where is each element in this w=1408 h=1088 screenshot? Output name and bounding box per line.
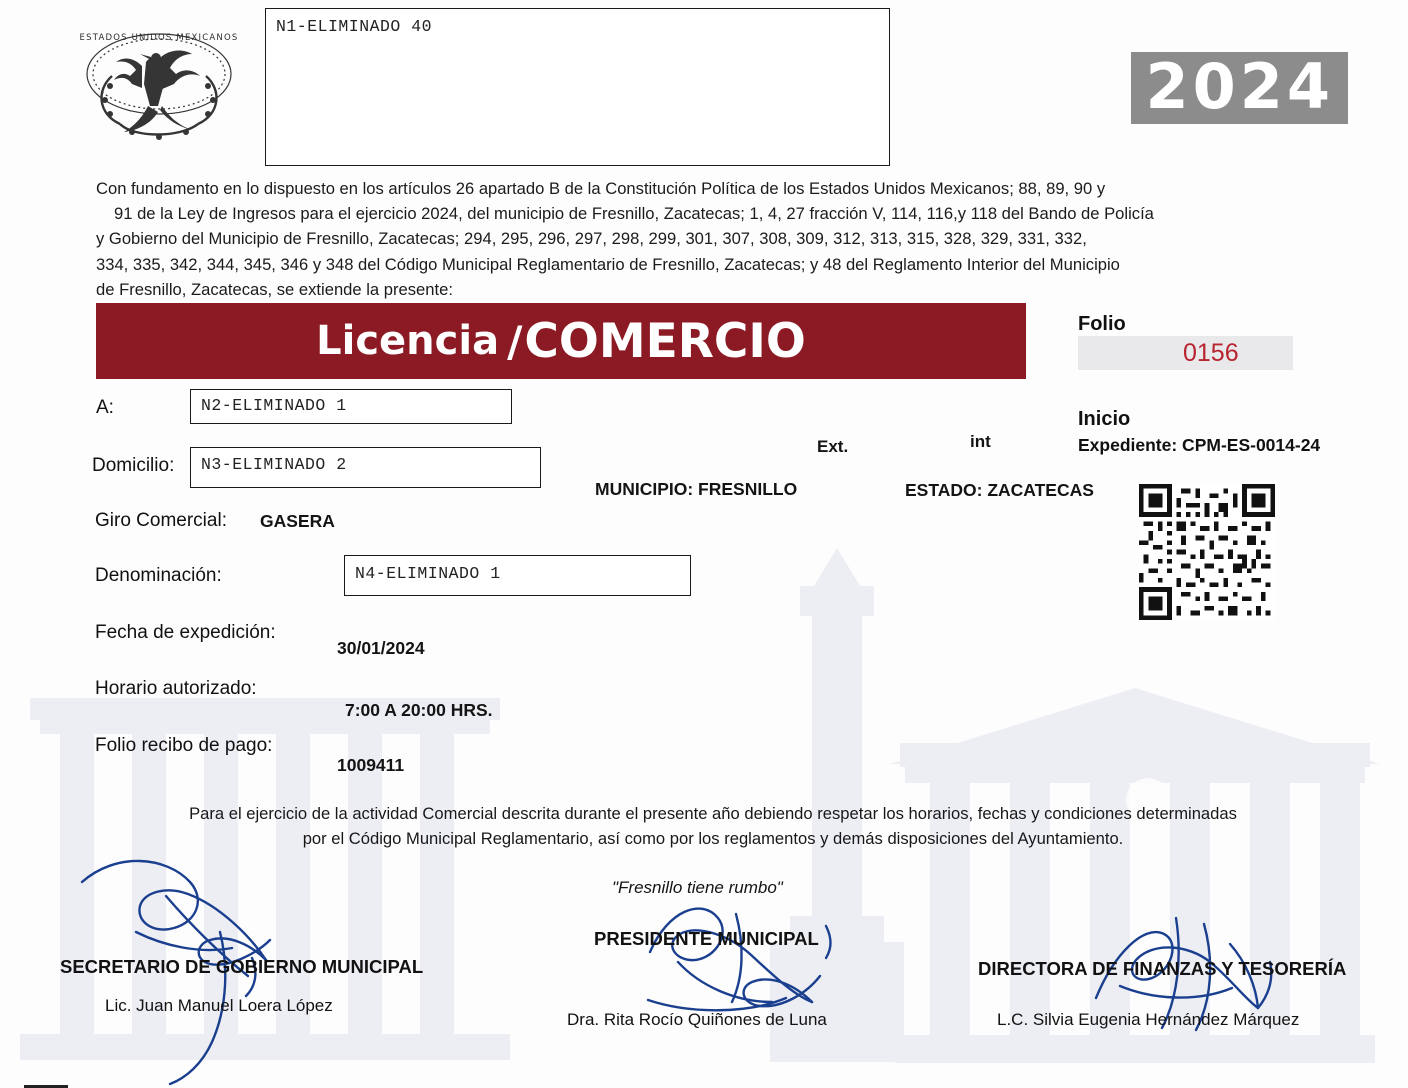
expediente-value: Expediente: CPM-ES-0014-24 xyxy=(1078,435,1321,455)
year-value: 2024 xyxy=(1145,50,1334,123)
field-label-int: int xyxy=(970,432,991,451)
legal-line-3: y Gobierno del Municipio de Fresnillo, Zacatecas; 294, 295, 296, 297, 298, 299, 301, 307, 308, 309, 312, 313, 315, 328, 329, 331, 332, xyxy=(96,229,1087,249)
field-value-municipio: MUNICIPIO: FRESNILLO xyxy=(595,479,798,499)
field-value-giro-comercial: GASERA xyxy=(260,511,335,531)
role-presidente: PRESIDENTE MUNICIPAL xyxy=(594,928,819,949)
folio-value-field xyxy=(1078,336,1293,370)
field-label-denominacion: Denominación: xyxy=(95,565,222,586)
closing-line-2: por el Código Municipal Reglamentario, así como por los reglamentos y demás disposiciones del Ayuntamiento. xyxy=(302,828,1124,848)
redaction-box-n4: N4-ELIMINADO 1 xyxy=(344,555,691,596)
field-label-horario-autorizado: Horario autorizado: xyxy=(95,678,257,699)
name-presidente: Dra. Rita Rocío Quiñones de Luna xyxy=(567,1010,827,1029)
field-label-giro-comercial: Giro Comercial: xyxy=(95,510,227,531)
field-value-estado: ESTADO: ZACATECAS xyxy=(905,480,1094,500)
legal-line-5: de Fresnillo, Zacatecas, se extiende la presente: xyxy=(96,279,453,299)
field-value-fecha-expedicion: 30/01/2024 xyxy=(337,638,425,658)
field-label-ext: Ext. xyxy=(817,437,849,456)
banner-licencia-text: Licencia xyxy=(316,318,500,364)
field-label-a: A: xyxy=(96,397,114,418)
svg-text:ESTADOS UNIDOS MEXICANOS: ESTADOS UNIDOS MEXICANOS xyxy=(79,33,239,43)
legal-basis-paragraph xyxy=(96,176,1368,302)
field-label-fecha-expedicion: Fecha de expedición: xyxy=(95,622,276,643)
folio-label: Folio xyxy=(1078,313,1126,335)
closing-line-1: Para el ejercicio de la actividad Comercial descrita durante el presente año debiendo respetar los horarios, fechas y condiciones determinadas xyxy=(189,804,1237,823)
redaction-box-n2: N2-ELIMINADO 1 xyxy=(190,389,512,424)
name-directora: L.C. Silvia Eugenia Hernández Márquez xyxy=(997,1010,1300,1029)
legal-line-2: 91 de la Ley de Ingresos para el ejercicio 2024, del municipio de Fresnillo, Zacatecas; 1, 4, 27 fracción V, 114, 116,y 118 del Bando de Policía xyxy=(114,204,1154,224)
mexico-coat-of-arms xyxy=(72,14,247,164)
banner-separator: / xyxy=(507,316,523,366)
license-title-banner xyxy=(96,303,1026,379)
field-value-folio-recibo: 1009411 xyxy=(337,755,405,775)
role-secretario: SECRETARIO DE GOBIERNO MUNICIPAL xyxy=(60,956,424,977)
municipal-motto: "Fresnillo tiene rumbo" xyxy=(612,878,783,897)
inicio-label: Inicio xyxy=(1078,408,1131,430)
closing-paragraph xyxy=(78,802,1348,852)
name-secretario: Lic. Juan Manuel Loera López xyxy=(105,996,333,1015)
folio-number: 0156 xyxy=(1183,339,1239,367)
qr-code xyxy=(1139,484,1275,620)
field-value-horario-autorizado: 7:00 A 20:00 HRS. xyxy=(345,700,493,720)
field-label-folio-recibo: Folio recibo de pago: xyxy=(95,735,273,756)
banner-comercio-text: COMERCIO xyxy=(524,313,806,369)
role-directora: DIRECTORA DE FINANZAS Y TESORERÍA xyxy=(978,958,1347,979)
legal-line-1: Con fundamento en lo dispuesto en los artículos 26 apartado B de la Constitución Política de los Estados Unidos Mexicanos; 88, 89, 90 y xyxy=(96,179,1106,198)
legal-line-4: 334, 335, 342, 344, 345, 346 y 348 del Código Municipal Reglamentario de Fresnillo, Zacatecas; y 48 del Reglamento Interior del Municipio xyxy=(96,254,1120,274)
redaction-box-n3: N3-ELIMINADO 2 xyxy=(190,447,541,488)
field-label-domicilio: Domicilio: xyxy=(92,455,175,476)
year-badge xyxy=(1131,52,1348,124)
redaction-box-n1: N1-ELIMINADO 40 xyxy=(265,8,890,166)
